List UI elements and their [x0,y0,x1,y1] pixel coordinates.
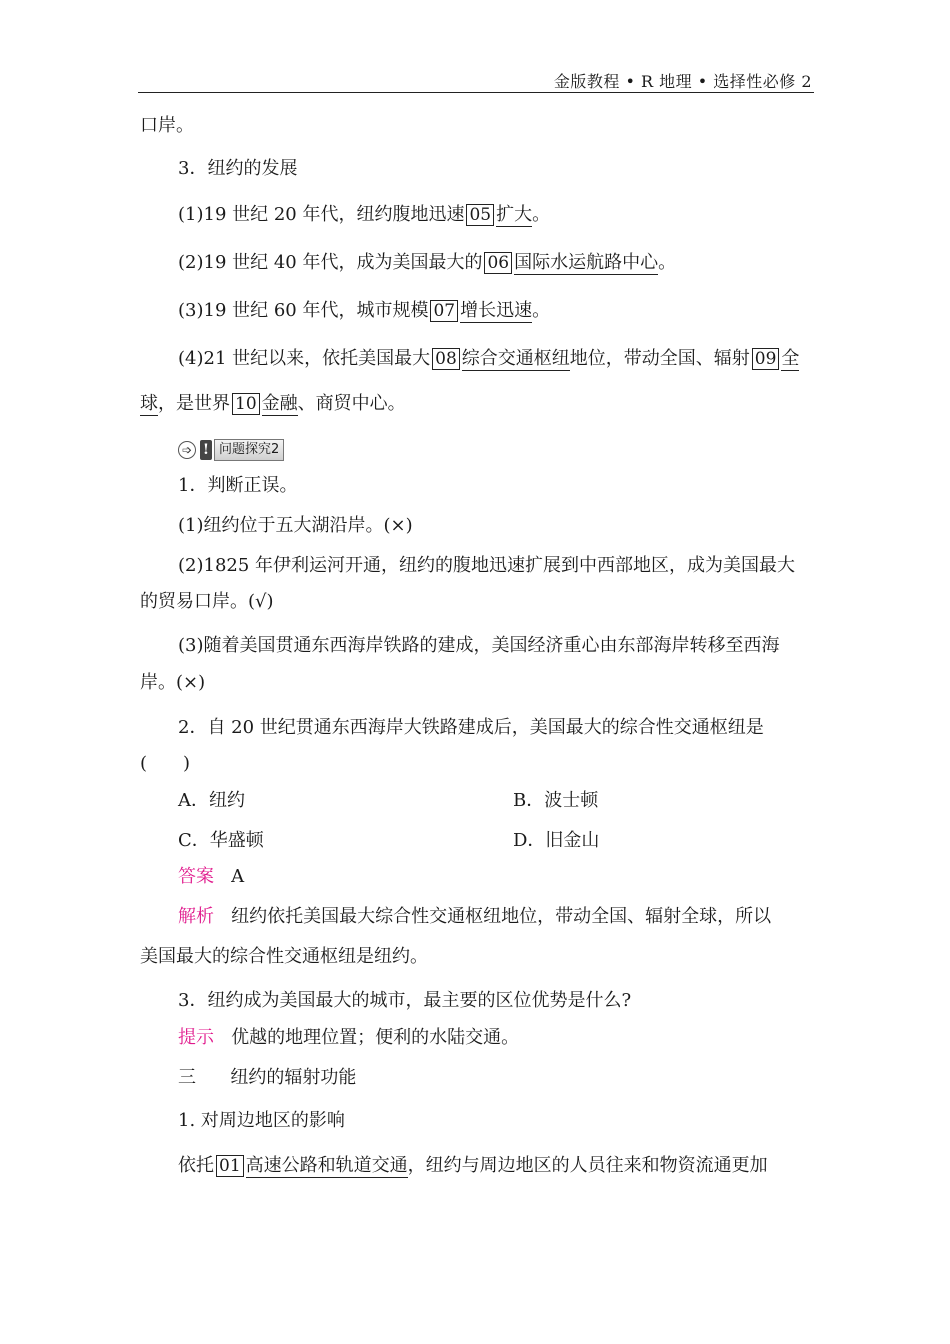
blank-answer: 金融 [261,393,298,414]
blank-answer: 球 [140,393,158,414]
exclamation-icon: ! [200,440,212,460]
section-number: 三 [178,1067,196,1088]
inquiry-badge [178,439,284,461]
analysis-label: 解析 [178,906,214,927]
statement-cont: 的贸易口岸。(√) [140,591,274,612]
blank-answer: 全 [781,348,800,369]
blank-answer: 国际水运航路中心 [514,252,659,273]
hint-label: 提示 [178,1027,214,1048]
option-c: C．华盛顿 [178,830,264,851]
text-line: 口岸。 [140,115,194,136]
blank-answer: 扩大 [496,204,533,225]
blank-number-box: 06 [484,252,512,274]
arrow-circle-icon: ➩ [178,441,196,459]
blank-number-box: 10 [232,393,260,415]
blank-answer: 综合交通枢纽 [461,348,570,369]
blank-number-box: 05 [466,204,494,226]
hint-text: 优越的地理位置；便利的水陆交通。 [231,1027,520,1048]
option-d: D．旧金山 [513,830,600,851]
statement: (3)随着美国贯通东西海岸铁路的建成，美国经济重心由东部海岸转移至西海 [178,635,780,656]
page-header [138,66,814,93]
statement-cont: 岸。(×) [140,672,206,693]
answer-value: A [231,866,245,887]
section-title-text: 纽约的辐射功能 [230,1067,357,1088]
option-row [178,829,812,853]
statement: (2)1825 年伊利运河开通，纽约的腹地迅速扩展到中西部地区，成为美国最大 [178,555,796,576]
analysis-line [178,905,812,929]
section-heading: 3．纽约的发展 [178,158,298,179]
statement: (1)纽约位于五大湖沿岸。(×) [178,515,413,536]
analysis-cont: 美国最大的综合性交通枢纽是纽约。 [140,946,428,967]
subsection-title: 1. 对周边地区的影响 [178,1110,345,1131]
fill-blank-line: (2)19 世纪 40 年代，成为美国最大的 06 国际水运航路中心。 [178,252,677,273]
fill-blank-line: 依托 01 高速公路和轨道交通，纽约与周边地区的人员往来和物资流通更加 [178,1155,768,1176]
blank-number-box: 01 [216,1155,244,1177]
blank-number-box: 07 [430,300,458,322]
blank-answer: 高速公路和轨道交通 [245,1155,408,1176]
analysis-text: 纽约依托美国最大综合性交通枢纽地位，带动全国、辐射全球，所以 [231,906,772,927]
blank-number-box: 08 [432,348,460,370]
answer-line [178,865,812,889]
question-stem: 2．自 20 世纪贯通东西海岸大铁路建成后，美国最大的综合性交通枢纽是 [178,717,764,738]
fill-blank-line: (3)19 世纪 60 年代，城市规模 07 增长迅速。 [178,300,551,321]
blank-answer: 增长迅速 [460,300,533,321]
answer-label: 答案 [178,866,214,887]
blank-number-box: 09 [752,348,780,370]
question-title: 1．判断正误。 [178,475,298,496]
fill-blank-line: (1)19 世纪 20 年代，纽约腹地迅速 05 扩大。 [178,204,551,225]
fill-blank-line: 球，是世界 10 金融、商贸中心。 [140,393,406,414]
hint-line [178,1026,812,1050]
section-title [178,1066,812,1090]
option-a: A．纽约 [178,790,245,811]
option-b: B．波士顿 [513,790,599,811]
fill-blank-line: (4)21 世纪以来，依托美国最大 08 综合交通枢纽地位，带动全国、辐射 09 全 [178,348,800,369]
header-title: 金版教程 • R 地理 • 选择性必修 2 [553,72,812,91]
question-stem: 3．纽约成为美国最大的城市，最主要的区位优势是什么? [178,990,632,1011]
question-bracket: ( ) [140,753,191,774]
badge-label: 问题探究2 [214,439,284,461]
option-row [178,789,812,813]
